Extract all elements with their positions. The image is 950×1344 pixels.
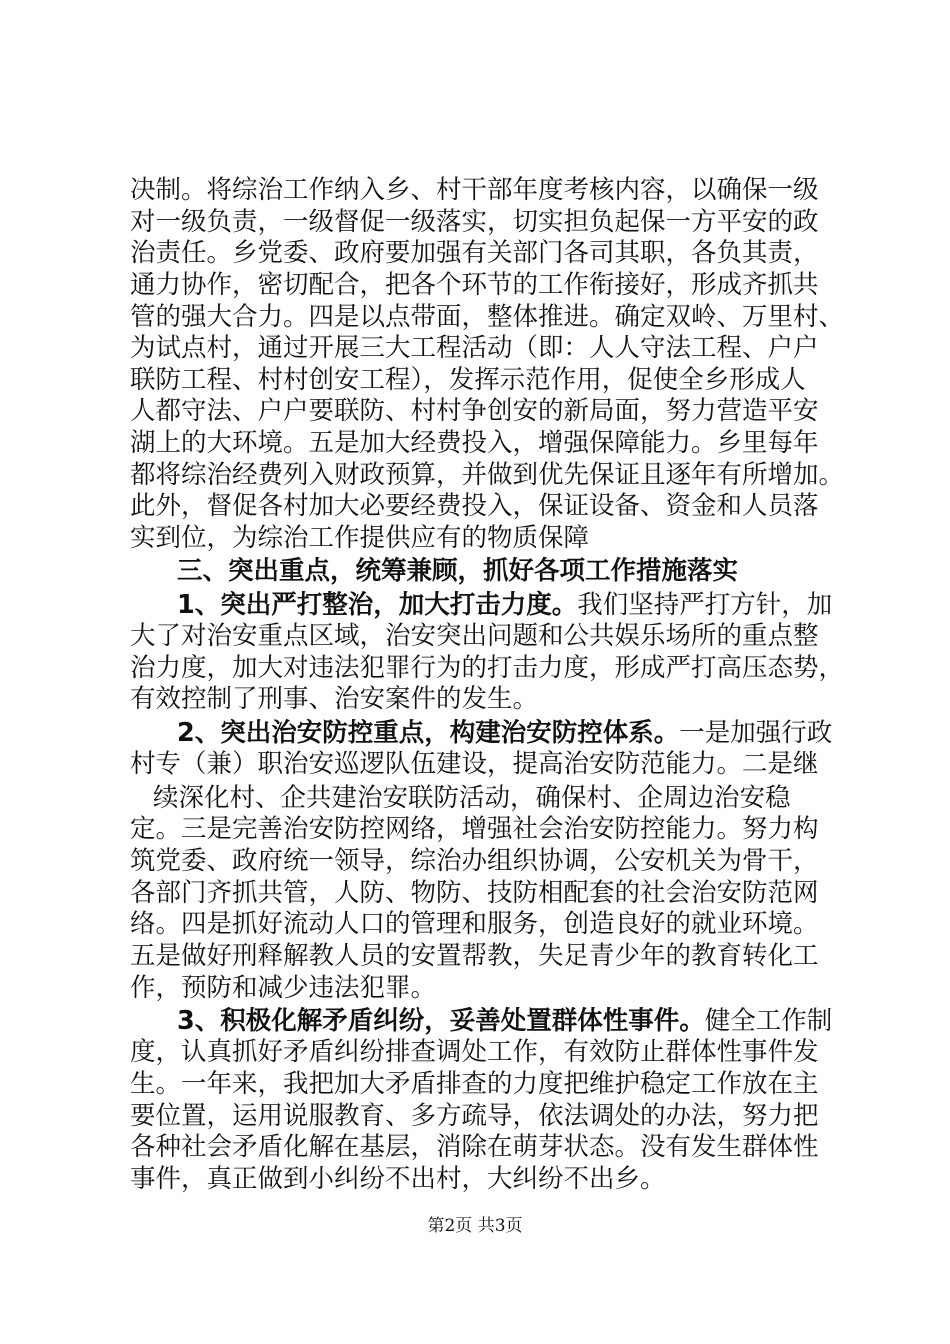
body-line: 实到位，为综治工作提供应有的物质保障: [130, 523, 590, 553]
body-line: 治力度，加大对违法犯罪行为的打击力度，形成严打高压态势，: [130, 653, 845, 683]
body-line: 各部门齐抓共管，人防、物防、技防相配套的社会治安防范网: [130, 878, 819, 908]
body-line: 湖上的大环境。五是加大经费投入，增强保障能力。乡里每年: [130, 428, 819, 458]
body-line: 作，预防和减少违法犯罪。: [130, 973, 437, 1003]
body-line: 五是做好刑释解教人员的安置帮教，失足青少年的教育转化工: [130, 941, 819, 971]
body-line: 为试点村，通过开展三大工程活动（即：人人守法工程、户户: [130, 333, 819, 363]
body-line: 筑党委、政府统一领导，综治办组织协调，公安机关为骨干，: [130, 846, 819, 876]
body-line: [177, 1005, 832, 1037]
item-heading: 1、突出严打整治，加大打击力度。: [177, 590, 578, 620]
body-line: 对一级负责，一级督促一级落实，切实担负起保一方平安的政: [130, 207, 819, 237]
body-line: 都将综治经费列入财政预算，并做到优先保证且逐年有所增加。: [130, 460, 845, 490]
item-heading: 3、积极化解矛盾纠纷，妥善处置群体性事件。: [177, 1006, 705, 1036]
item-text: 健全工作制: [704, 1006, 833, 1036]
body-line: 管的强大合力。四是以点带面，整体推进。确定双岭、万里村、: [130, 302, 845, 332]
body-line: 有效控制了刑事、治安案件的发生。: [130, 684, 539, 714]
body-line: 决制。将综治工作纳入乡、村干部年度考核内容，以确保一级: [130, 175, 819, 205]
page-number-footer: 第2页 共3页: [427, 1216, 523, 1236]
body-line: [177, 589, 832, 621]
body-line: 联防工程、村村创安工程），发挥示范作用，促使全乡形成人: [130, 365, 806, 395]
body-line: 续深化村、企共建治安联防活动，确保村、企周边治安稳: [153, 783, 791, 813]
body-line: 定。三是完善治安防控网络，增强社会治安防控能力。努力构: [130, 814, 819, 844]
body-line: 治责任。乡党委、政府要加强有关部门各司其职，各负其责，: [130, 238, 819, 268]
body-line: 度，认真抓好矛盾纠纷排查调处工作，有效防止群体性事件发: [130, 1037, 819, 1067]
item-heading: 2、突出治安防控重点，构建治安防控体系。: [177, 718, 680, 748]
body-line: 各种社会矛盾化解在基层，消除在萌芽状态。没有发生群体性: [130, 1132, 819, 1162]
section-heading: 三、突出重点，统筹兼顾，抓好各项工作措施落实: [177, 556, 739, 586]
body-line: 生。一年来，我把加大矛盾排查的力度把维护稳定工作放在主: [130, 1069, 819, 1099]
body-line: 村专（兼）职治安巡逻队伍建设，提高治安防范能力。二是继: [130, 749, 819, 779]
item-text: 一是加强行政: [679, 718, 833, 748]
body-line: 大了对治安重点区域，治安突出问题和公共娱乐场所的重点整: [130, 621, 819, 651]
body-line: [177, 717, 832, 749]
body-line: 人都守法、户户要联防、村村争创安的新局面，努力营造平安: [130, 396, 819, 426]
body-line: 络。四是抓好流动人口的管理和服务，创造良好的就业环境。: [130, 909, 819, 939]
body-line: 通力协作，密切配合，把各个环节的工作衔接好，形成齐抓共: [130, 270, 819, 300]
body-line: 事件，真正做到小纠纷不出村，大纠纷不出乡。: [130, 1164, 666, 1194]
item-text: 我们坚持严打方针，加: [577, 590, 833, 620]
body-line: 要位置，运用说服教育、多方疏导，依法调处的办法，努力把: [130, 1101, 819, 1131]
body-line: 此外，督促各村加大必要经费投入，保证设备、资金和人员落: [130, 491, 819, 521]
